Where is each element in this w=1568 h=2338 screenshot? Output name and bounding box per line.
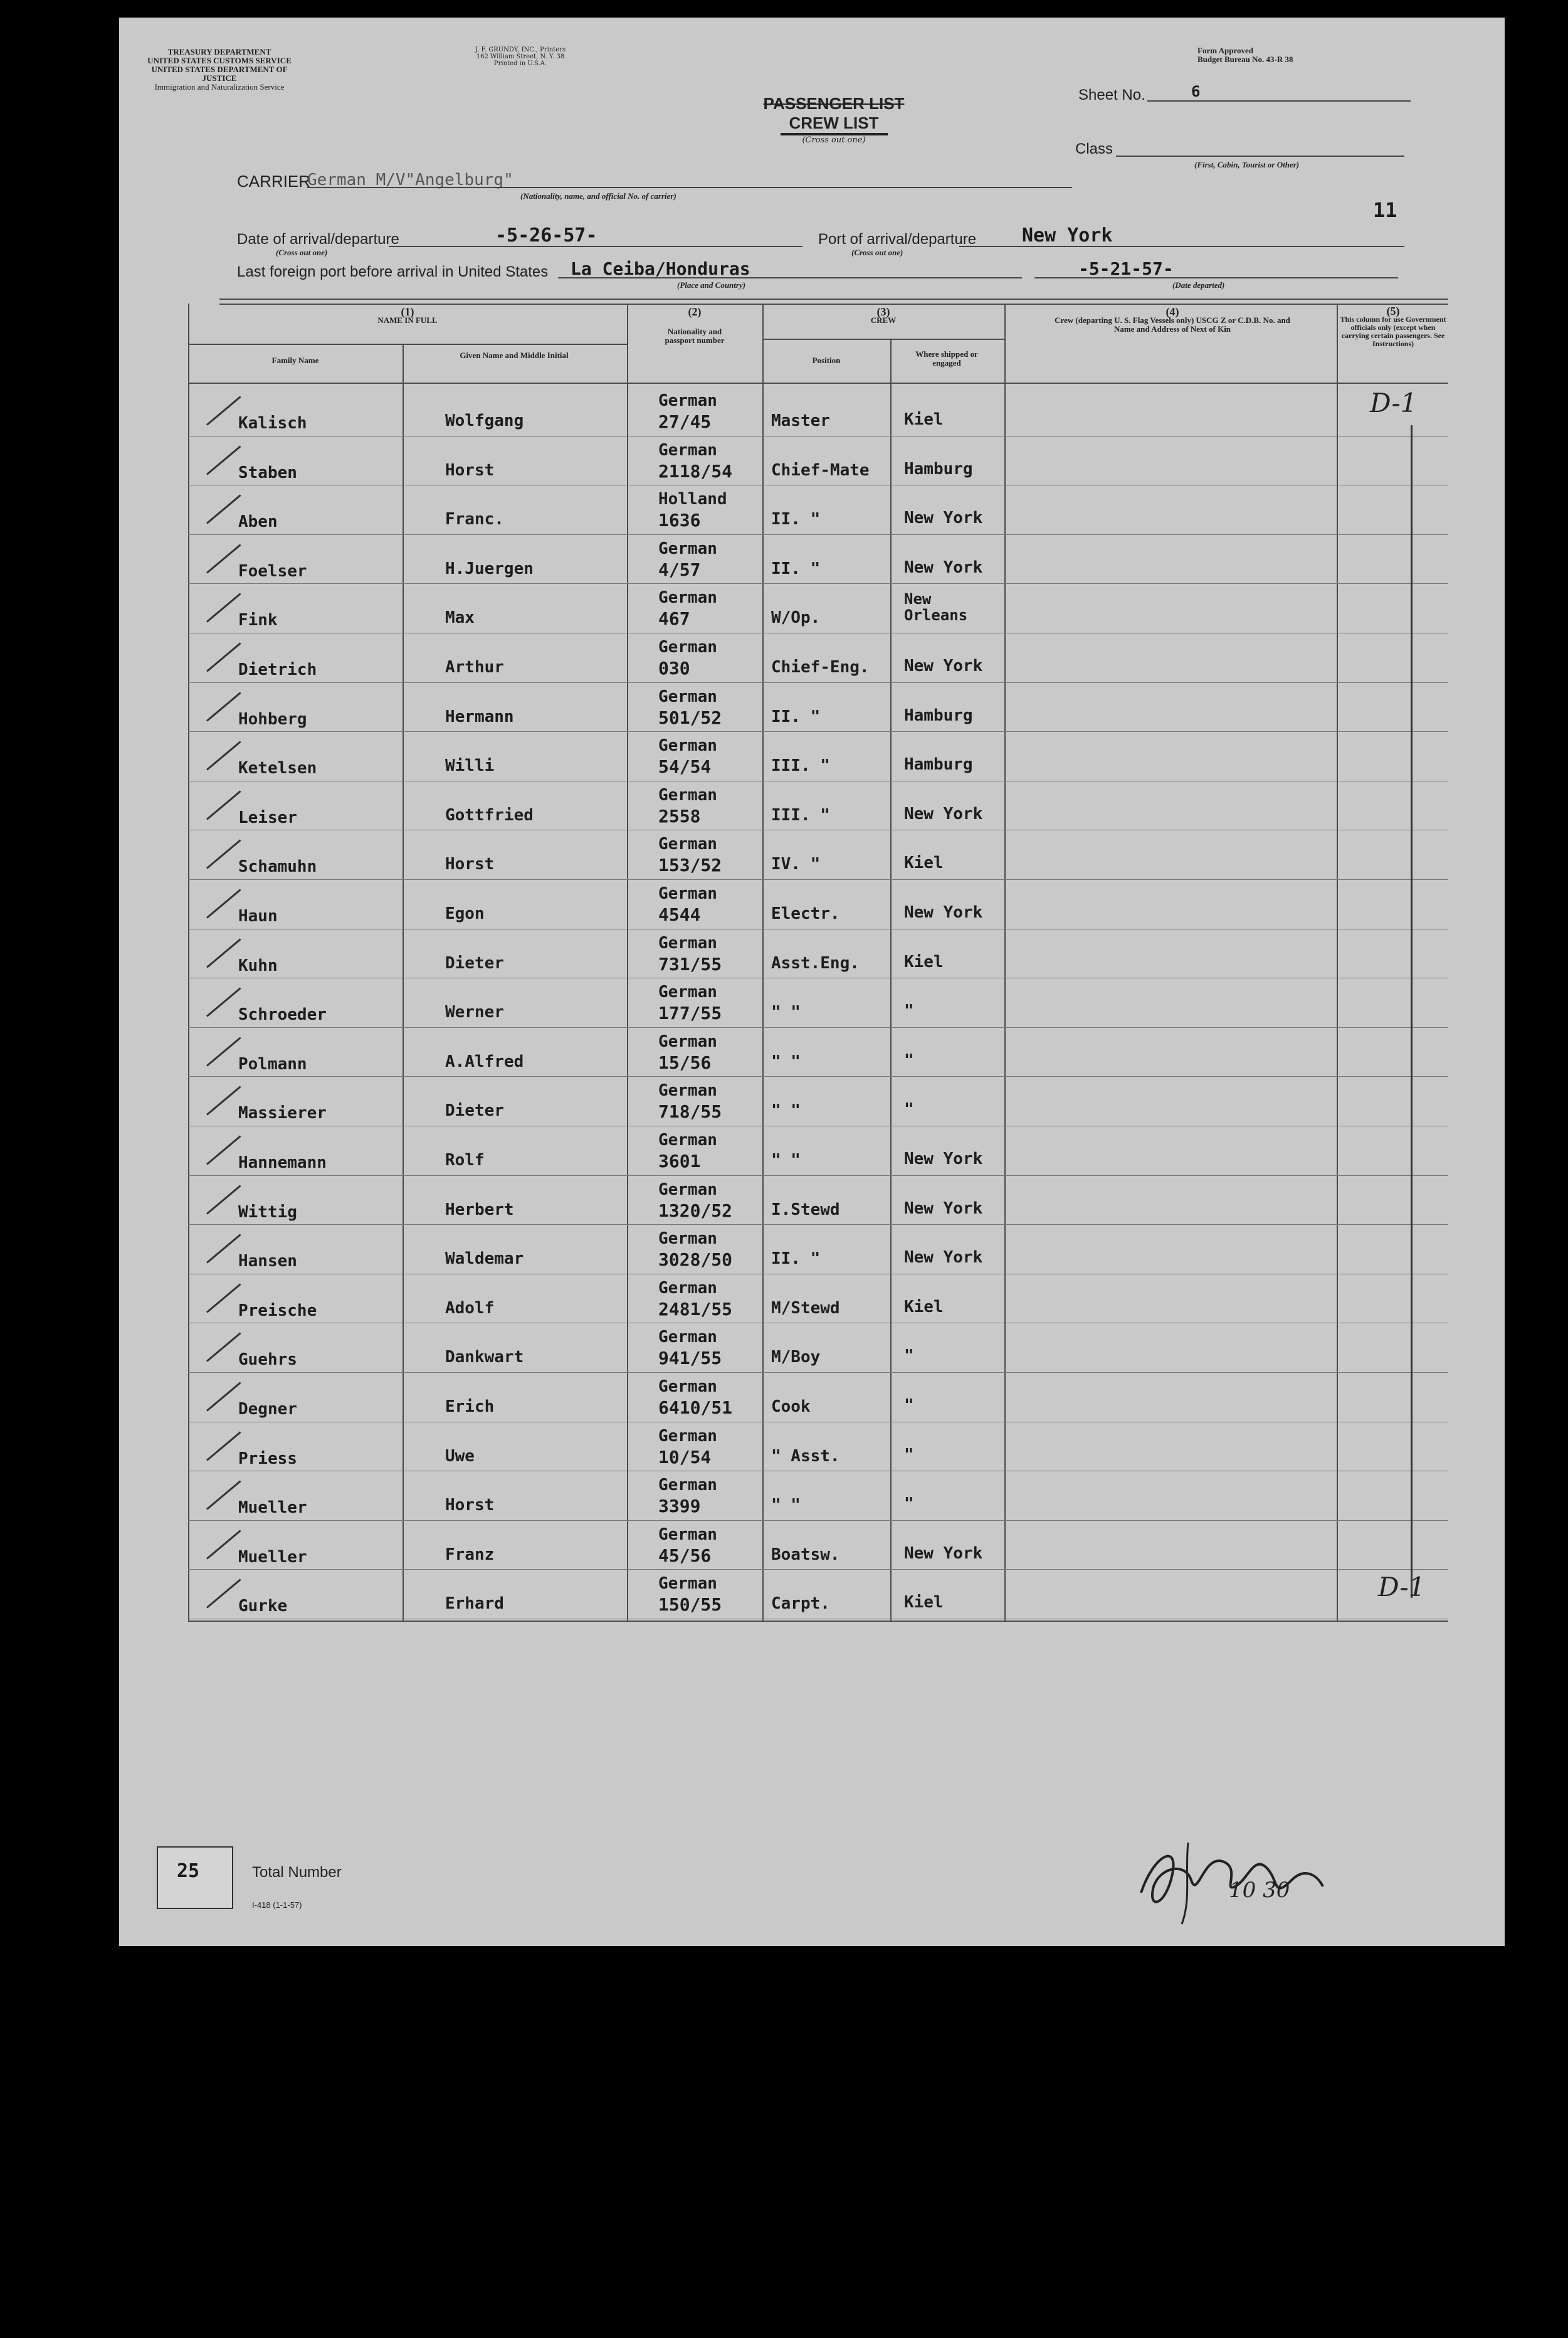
form-number: I-418 (1-1-57)	[252, 1900, 302, 1910]
departed-underline	[1034, 277, 1398, 278]
nationality-cell: German	[658, 1032, 717, 1051]
check-mark	[206, 495, 241, 524]
col-rule	[890, 339, 892, 1621]
check-mark	[206, 1481, 241, 1510]
position-cell: Master	[771, 411, 830, 430]
col3-number: (3)	[876, 305, 890, 318]
passport-cell: 4/57	[658, 559, 701, 580]
where-shipped-cell: Hamburg	[904, 706, 973, 725]
nationality-cell: German	[658, 539, 717, 558]
position-cell: Electr.	[771, 904, 840, 923]
where-shipped-cell: Hamburg	[904, 755, 973, 775]
carrier-label: CARRIER	[237, 172, 311, 191]
signature-drawing	[1129, 1817, 1429, 1937]
where-shipped-cell: New York	[904, 903, 983, 922]
where-header: Where shipped or engaged	[915, 349, 978, 368]
nationality-cell: German	[658, 1328, 717, 1347]
printer-line: J. F. GRUNDY, INC., Printers	[475, 46, 566, 53]
where-shipped-cell: New York	[904, 1248, 983, 1267]
position-cell: W/Op.	[771, 608, 821, 628]
passport-cell: 941/55	[658, 1348, 722, 1369]
page-number: 11	[1373, 198, 1397, 222]
header-rule	[188, 383, 1448, 384]
family-name-cell: Ketelsen	[238, 759, 317, 778]
where-shipped-cell: "	[904, 1100, 914, 1119]
row-rule	[188, 682, 1448, 683]
where-shipped-cell: Kiel	[904, 854, 944, 873]
nationality-cell: German	[658, 1081, 717, 1101]
nationality-cell: German	[658, 785, 717, 805]
family-name-cell: Schamuhn	[238, 857, 317, 877]
passport-cell: 153/52	[658, 855, 722, 876]
nationality-cell: German	[658, 933, 717, 953]
nationality-cell: German	[658, 1377, 717, 1396]
family-name-cell: Fink	[238, 611, 278, 630]
passport-cell: 1320/52	[658, 1200, 733, 1221]
check-mark	[206, 1234, 241, 1264]
col1-number: (1)	[401, 305, 414, 318]
passport-cell: 4544	[658, 904, 701, 925]
position-cell: IV. "	[771, 855, 821, 874]
position-cell: II. "	[771, 510, 821, 529]
where-shipped-cell: "	[904, 1002, 914, 1021]
total-label: Total Number	[252, 1864, 342, 1881]
given-name-cell: Franc.	[445, 510, 504, 529]
check-mark	[206, 1283, 241, 1313]
nationality-cell: German	[658, 835, 717, 854]
row-rule	[188, 1175, 1448, 1176]
printer-block	[445, 46, 596, 67]
date-hint: (Cross out one)	[276, 248, 328, 257]
last-port-label: Last foreign port before arrival in United States	[237, 263, 549, 280]
position-cell: " "	[771, 1496, 801, 1515]
check-mark	[206, 1037, 241, 1066]
given-name-cell: Uwe	[445, 1446, 475, 1466]
col-rule	[762, 304, 764, 1621]
sheet-value: 6	[1191, 83, 1201, 100]
check-mark	[206, 790, 241, 820]
passport-cell: 150/55	[658, 1594, 722, 1616]
family-name-cell: Gurke	[238, 1597, 288, 1616]
official-bracket-line	[1411, 425, 1413, 1598]
given-name-cell: Werner	[445, 1003, 504, 1022]
family-name-cell: Kalisch	[238, 414, 307, 433]
where-shipped-cell: New York	[904, 1543, 983, 1563]
col2-number: (2)	[688, 305, 702, 318]
family-name-cell: Schroeder	[238, 1005, 327, 1025]
port-label: Port of arrival/departure	[818, 231, 977, 248]
given-name-cell: Horst	[445, 855, 495, 874]
nationality-cell: German	[658, 1229, 717, 1249]
given-name-cell: Horst	[445, 1496, 495, 1515]
where-shipped-cell: "	[904, 1346, 914, 1366]
given-name-cell: Herbert	[445, 1200, 514, 1219]
check-mark	[206, 593, 241, 623]
col4-header	[1022, 307, 1323, 334]
given-name-header: Given Name and Middle Initial	[460, 351, 569, 360]
family-name-cell: Dietrich	[238, 660, 317, 679]
given-name-cell: Wolfgang	[445, 411, 524, 430]
passport-cell: 3601	[658, 1151, 701, 1172]
given-name-cell: Dieter	[445, 953, 504, 973]
col-rule	[403, 344, 404, 1621]
given-name-cell: Rolf	[445, 1151, 485, 1170]
col-rule	[1004, 304, 1006, 1621]
crew-list-title: CREW LIST	[781, 114, 888, 135]
passport-cell: 718/55	[658, 1101, 722, 1123]
check-mark	[206, 642, 241, 672]
sheet-label: Sheet No.	[1078, 87, 1145, 103]
col5-number: (5)	[1386, 305, 1400, 317]
form-approved	[1197, 46, 1293, 64]
passport-cell: 2558	[658, 805, 701, 827]
position-cell: II. "	[771, 707, 821, 726]
agency-line: UNITED STATES CUSTOMS SERVICE	[147, 56, 292, 65]
table-top-rule	[219, 299, 1448, 300]
class-label: Class	[1075, 140, 1113, 157]
passport-cell: 030	[658, 658, 690, 679]
where-shipped-cell: Kiel	[904, 1297, 944, 1316]
where-shipped-cell: Kiel	[904, 952, 944, 971]
table-top-rule	[219, 304, 1448, 305]
family-name-cell: Degner	[238, 1400, 297, 1419]
row-rule	[188, 879, 1448, 880]
where-shipped-cell: Kiel	[904, 1593, 944, 1612]
family-name-cell: Leiser	[238, 808, 297, 827]
nationality-cell: German	[658, 884, 717, 903]
passport-cell: 1636	[658, 510, 701, 531]
document-page	[119, 18, 1505, 1946]
where-shipped-cell: "	[904, 1396, 914, 1415]
row-rule	[188, 583, 1448, 584]
agency-line: TREASURY DEPARTMENT	[167, 47, 271, 56]
class-hint: (First, Cabin, Tourist or Other)	[1194, 160, 1300, 169]
list-title	[752, 94, 915, 145]
port-value: New York	[1022, 225, 1113, 246]
nationality-cell: German	[658, 983, 717, 1002]
col-rule	[627, 304, 628, 1621]
where-shipped-cell: New York	[904, 509, 983, 528]
where-shipped-cell: "	[904, 1494, 914, 1514]
given-name-cell: A.Alfred	[445, 1052, 524, 1071]
position-cell: " Asst.	[771, 1446, 840, 1466]
col1-title: NAME IN FULL	[377, 315, 438, 325]
date-label: Date of arrival/departure	[237, 231, 399, 248]
nationality-cell: German	[658, 440, 717, 460]
col2-title: Nationality and passport number	[665, 327, 725, 345]
row-rule	[188, 534, 1448, 535]
col4-title: Crew (departing U. S. Flag Vessels only) USCG Z or C.D.B. No. and Name and Address of Next of Kin	[1055, 315, 1290, 334]
carrier-value: German M/V"Angelburg"	[307, 171, 513, 189]
row-rule	[188, 1027, 1448, 1028]
sheet-underline	[1147, 100, 1411, 102]
family-name-cell: Wittig	[238, 1202, 297, 1222]
position-header: Position	[812, 356, 841, 365]
family-name-cell: Massierer	[238, 1104, 327, 1123]
position-cell: M/Stewd	[771, 1298, 840, 1318]
given-name-cell: Erich	[445, 1397, 495, 1416]
col5-header	[1338, 307, 1448, 348]
passport-cell: 15/56	[658, 1052, 712, 1073]
family-name-cell: Kuhn	[238, 956, 278, 975]
check-mark	[206, 1431, 241, 1461]
position-cell: " "	[771, 1151, 801, 1170]
family-name-cell: Foelser	[238, 561, 307, 581]
check-mark	[206, 1333, 241, 1362]
col-rule	[188, 304, 189, 1621]
port-hint: (Cross out one)	[851, 248, 903, 257]
check-mark	[206, 741, 241, 771]
nationality-cell: German	[658, 1278, 717, 1298]
check-mark	[206, 544, 241, 573]
nationality-cell: German	[658, 1574, 717, 1594]
budget-bureau-label: Budget Bureau No. 43-R 38	[1197, 55, 1293, 64]
position-cell: III. "	[771, 756, 830, 776]
passport-cell: 45/56	[658, 1545, 712, 1566]
position-cell: " "	[771, 1101, 801, 1121]
given-name-cell: Arthur	[445, 658, 504, 677]
passport-cell: 177/55	[658, 1003, 722, 1024]
position-cell: III. "	[771, 805, 830, 825]
family-name-cell: Staben	[238, 463, 297, 482]
nationality-cell: German	[658, 1525, 717, 1544]
col-rule	[1337, 304, 1338, 1621]
check-mark	[206, 692, 241, 721]
given-name-cell: Erhard	[445, 1594, 504, 1614]
position-cell: Carpt.	[771, 1594, 830, 1614]
row-rule	[188, 1520, 1448, 1521]
position-cell: " "	[771, 1052, 801, 1071]
nationality-cell: German	[658, 588, 717, 608]
cross-out-hint: (Cross out one)	[802, 135, 866, 145]
date-value: -5-26-57-	[495, 225, 597, 246]
family-name-cell: Priess	[238, 1449, 297, 1468]
col4-number: (4)	[1165, 305, 1179, 318]
total-value: 25	[177, 1860, 200, 1882]
table-bottom-rule	[188, 1621, 1448, 1622]
nationality-cell: German	[658, 1180, 717, 1199]
nationality-cell: German	[658, 391, 717, 410]
nationality-cell: German	[658, 638, 717, 657]
last-port-hint: (Place and Country)	[677, 280, 746, 290]
agency-line: Immigration and Naturalization Service	[154, 82, 285, 92]
where-shipped-cell: New Orleans	[904, 590, 968, 625]
check-mark	[206, 1579, 241, 1609]
nationality-cell: German	[658, 1476, 717, 1495]
where-shipped-cell: New York	[904, 1150, 983, 1168]
family-name-cell: Haun	[238, 907, 278, 926]
given-name-cell: Adolf	[445, 1298, 495, 1318]
where-shipped-cell: New York	[904, 1198, 983, 1218]
row-rule	[188, 1372, 1448, 1373]
col2-header	[639, 307, 750, 345]
given-name-cell: Franz	[445, 1545, 495, 1564]
official-mark-top: D-1	[1370, 388, 1418, 418]
nationality-cell: German	[658, 687, 717, 706]
departed-value: -5-21-57-	[1078, 258, 1174, 279]
passport-cell: 3399	[658, 1496, 701, 1517]
where-shipped-cell: New York	[904, 558, 983, 577]
nationality-cell: German	[658, 736, 717, 756]
class-underline	[1116, 156, 1404, 157]
passport-cell: 731/55	[658, 953, 722, 975]
family-name-cell: Guehrs	[238, 1350, 297, 1370]
carrier-underline	[307, 187, 1072, 188]
passport-cell: 54/54	[658, 756, 712, 778]
form-approved-label: Form Approved	[1197, 46, 1253, 55]
given-name-cell: Hermann	[445, 707, 514, 726]
where-shipped-cell: Hamburg	[904, 459, 973, 479]
agency-block	[138, 48, 301, 92]
where-shipped-cell: "	[904, 1050, 914, 1070]
signature-number: 10 30	[1229, 1878, 1290, 1903]
family-name-cell: Hannemann	[238, 1153, 327, 1172]
col5-title: This column for use Government officials only (except when carrying certain passengers. See Instructions)	[1340, 315, 1446, 348]
check-mark	[206, 396, 241, 425]
position-cell: I.Stewd	[771, 1200, 840, 1219]
col1-header	[188, 307, 627, 325]
check-mark	[206, 889, 241, 918]
where-shipped-cell: Kiel	[904, 410, 944, 429]
passport-cell: 6410/51	[658, 1397, 733, 1418]
position-cell: II. "	[771, 1249, 821, 1269]
nationality-cell: Holland	[658, 490, 727, 509]
last-port-value: La Ceiba/Honduras	[571, 258, 750, 279]
passport-cell: 2481/55	[658, 1298, 733, 1320]
check-mark	[206, 988, 241, 1017]
position-cell: Chief-Mate	[771, 460, 870, 480]
family-name-cell: Hansen	[238, 1252, 297, 1271]
family-name-cell: Preische	[238, 1301, 317, 1320]
where-shipped-cell: New York	[904, 804, 983, 823]
family-name-cell: Mueller	[238, 1547, 307, 1567]
check-mark	[206, 1135, 241, 1165]
nationality-cell: German	[658, 1131, 717, 1150]
passport-cell: 27/45	[658, 411, 712, 432]
given-name-cell: Dankwart	[445, 1348, 524, 1367]
where-shipped-cell: "	[904, 1445, 914, 1464]
family-name-cell: Mueller	[238, 1498, 307, 1518]
passport-cell: 3028/50	[658, 1249, 733, 1271]
header-rule	[762, 339, 1004, 340]
passport-cell: 501/52	[658, 707, 722, 728]
position-cell: II. "	[771, 559, 821, 578]
last-port-underline	[558, 277, 1022, 278]
position-cell: M/Boy	[771, 1348, 821, 1367]
position-cell: Asst.Eng.	[771, 953, 860, 973]
check-mark	[206, 1530, 241, 1559]
position-cell: Boatsw.	[771, 1545, 840, 1564]
check-mark	[206, 840, 241, 869]
given-name-cell: H.Juergen	[445, 559, 534, 578]
row-rule	[188, 731, 1448, 732]
given-name-cell: Willi	[445, 756, 495, 776]
passport-cell: 2118/54	[658, 460, 733, 482]
position-cell: Chief-Eng.	[771, 658, 870, 677]
row-rule	[188, 1569, 1448, 1570]
check-mark	[206, 1086, 241, 1116]
family-name-cell: Polmann	[238, 1054, 307, 1074]
family-name-cell: Aben	[238, 512, 278, 532]
passenger-list-title: PASSENGER LIST	[763, 94, 905, 113]
family-name-header: Family Name	[271, 356, 319, 365]
nationality-cell: German	[658, 1426, 717, 1446]
position-cell: " "	[771, 1003, 801, 1022]
check-mark	[206, 1185, 241, 1214]
col3-title: CREW	[870, 315, 897, 325]
row-rule	[188, 1076, 1448, 1077]
agency-line: UNITED STATES DEPARTMENT OF JUSTICE	[151, 65, 288, 83]
given-name-cell: Horst	[445, 460, 495, 480]
carrier-hint: (Nationality, name, and official No. of carrier)	[520, 191, 676, 201]
position-cell: Cook	[771, 1397, 811, 1416]
row-rule	[188, 1224, 1448, 1225]
given-name-cell: Waldemar	[445, 1249, 524, 1269]
printer-line: 162 William Street, N. Y. 38	[476, 53, 565, 60]
given-name-cell: Max	[445, 608, 475, 628]
where-shipped-cell: New York	[904, 657, 983, 675]
check-mark	[206, 938, 241, 968]
check-mark	[206, 445, 241, 475]
check-mark	[206, 1382, 241, 1411]
passport-cell: 467	[658, 608, 690, 630]
passport-cell: 10/54	[658, 1446, 712, 1468]
given-name-cell: Egon	[445, 904, 485, 923]
departed-hint: (Date departed)	[1172, 280, 1225, 290]
family-name-cell: Hohberg	[238, 709, 307, 729]
printer-line: Printed in U.S.A.	[493, 60, 547, 67]
col3-header	[762, 307, 1004, 325]
header-rule	[188, 344, 627, 345]
given-name-cell: Gottfried	[445, 805, 534, 825]
given-name-cell: Dieter	[445, 1101, 504, 1121]
official-mark-bottom: D-1	[1378, 1572, 1426, 1602]
